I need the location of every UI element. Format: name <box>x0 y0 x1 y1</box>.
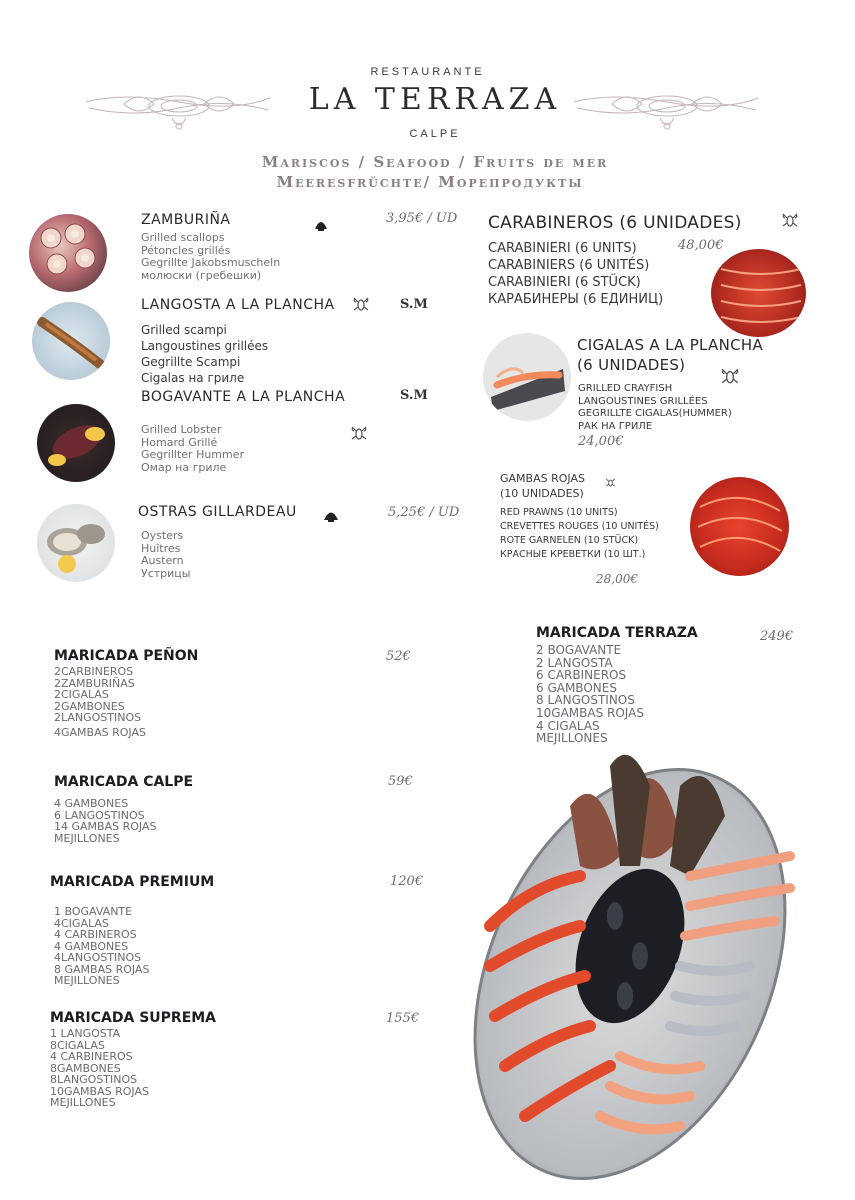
gambas-photo <box>690 477 789 576</box>
desc-line: CARABINIERI (6 UNITS) <box>488 241 637 256</box>
list-line: 8CIGALAS <box>50 1038 105 1052</box>
list-line: MEJILLONES <box>50 1096 116 1109</box>
carabineros-photo <box>711 249 806 337</box>
shell-icon <box>314 216 328 235</box>
scallops-photo <box>29 214 107 292</box>
page-title: LA TERRAZA <box>308 82 562 117</box>
list-line: 10GAMBAS ROJAS <box>536 705 644 720</box>
list-line: 4GAMBAS ROJAS <box>54 725 146 739</box>
list-line: 8GAMBONES <box>50 1061 121 1075</box>
desc-line: Grilled scallops <box>141 231 225 244</box>
mariscada-price-penon: 52€ <box>386 649 411 664</box>
mariscada-list-suprema <box>50 1028 149 1109</box>
desc-line: Gegrillte Scampi <box>141 355 241 369</box>
mariscada-price-premium: 120€ <box>390 874 424 889</box>
mariscada-price-calpe: 59€ <box>388 774 413 789</box>
list-line: 10GAMBAS ROJAS <box>50 1084 149 1098</box>
lobster-icon <box>352 295 370 317</box>
desc-line: Устрицы <box>141 566 191 580</box>
mariscada-name-penon: MARICADA PEÑON <box>54 648 199 664</box>
list-line: 6 CARBINEROS <box>536 668 627 683</box>
lobster-icon <box>605 473 616 492</box>
list-line: 4 CARBINEROS <box>50 1050 133 1063</box>
mariscada-name-premium: MARICADA PREMIUM <box>50 874 215 890</box>
item-desc-cigalas <box>578 383 732 433</box>
mariscada-price-terraza: 249€ <box>760 629 794 644</box>
desc-line: Омар на гриле <box>141 460 227 474</box>
list-line: 4 GAMBONES <box>54 797 129 810</box>
item-price-zamburina: 3,95€ / UD <box>386 211 458 226</box>
desc-line: КАРАБИНЕРЫ (6 ЕДИНИЦ) <box>488 292 664 307</box>
item-name-cigalas-2: (6 UNIDADES) <box>577 356 686 374</box>
item-name-bogavante: BOGAVANTE A LA PLANCHA <box>141 389 346 405</box>
list-line: 1 BOGAVANTE <box>54 905 133 918</box>
item-name-gambas-1: GAMBAS ROJAS <box>500 472 585 485</box>
item-price-langosta: S.M <box>400 297 428 312</box>
desc-line: Austern <box>141 554 184 568</box>
desc-line: Cigalas на гриле <box>141 371 245 385</box>
desc-line: GRILLED CRAYFISH <box>578 383 673 394</box>
list-line: 4CIGALAS <box>54 916 109 930</box>
item-desc-carabineros <box>488 240 663 308</box>
item-name-gambas-2: (10 UNIDADES) <box>500 487 584 500</box>
desc-line: РАК НА ГРИЛЕ <box>578 420 653 432</box>
mariscada-name-suprema: MARICADA SUPREMA <box>50 1010 217 1026</box>
list-line: 4 CARBINEROS <box>54 928 137 941</box>
mariscada-price-suprema: 155€ <box>386 1011 420 1026</box>
desc-line: Grilled scampi <box>141 323 227 337</box>
item-desc-langosta <box>141 322 268 386</box>
cigalas-photo <box>483 333 571 421</box>
desc-line: КРАСНЫЕ КРЕВЕТКИ (10 ШТ.) <box>500 549 646 560</box>
list-line: 4 CIGALAS <box>536 718 600 733</box>
list-line: 8LANGOSTINOS <box>50 1073 138 1086</box>
ornament-left <box>84 88 274 138</box>
list-line: MEJILLONES <box>54 974 120 987</box>
shell-icon <box>323 508 339 527</box>
desc-line: CARABINIERI (6 STÜCK) <box>488 275 641 290</box>
item-name-ostras: OSTRAS GILLARDEAU <box>138 504 297 520</box>
list-line: 2CIGALAS <box>54 688 109 701</box>
desc-line: CARABINIERS (6 UNITÉS) <box>488 258 650 273</box>
item-price-gambas: 28,00€ <box>596 572 638 586</box>
desc-line: ROTE GARNELEN (10 STÜCK) <box>500 535 639 546</box>
mariscada-list-premium <box>54 906 149 987</box>
list-line: 2CARBINEROS <box>54 665 134 678</box>
subtitle-line-2: Meeresfrüchte/ Морепродукты <box>276 173 584 191</box>
subtitle-line-1: Mariscos / Seafood / Fruits de mer <box>261 153 609 171</box>
list-line: 2 BOGAVANTE <box>536 643 622 657</box>
list-line: 2ZAMBURIÑAS <box>54 676 135 690</box>
item-desc-ostras <box>141 530 190 580</box>
restaurant-label: RESTAURANTE <box>370 66 485 78</box>
list-line: MEJILLONES <box>54 831 120 845</box>
scampi-photo <box>32 302 110 380</box>
desc-line: Huîtres <box>141 541 181 555</box>
item-desc-gambas <box>500 506 659 562</box>
mariscada-name-terraza: MARICADA TERRAZA <box>536 625 698 641</box>
item-desc-zamburina <box>141 232 280 282</box>
list-line: MEJILLONES <box>536 731 608 746</box>
desc-line: Homard Grillé <box>141 435 218 449</box>
seafood-platter-photo <box>450 726 810 1196</box>
lobster-icon <box>350 424 368 446</box>
item-name-langosta: LANGOSTA A LA PLANCHA <box>141 297 335 313</box>
list-line: 2LANGOSTINOS <box>54 711 142 724</box>
desc-line: LANGOUSTINES GRILLÉES <box>578 395 708 407</box>
item-name-zamburina: ZAMBURIÑA <box>141 212 231 228</box>
list-line: 2 LANGOSTA <box>536 655 613 670</box>
desc-line: RED PRAWNS (10 UNITS) <box>500 507 618 518</box>
item-desc-bogavante <box>141 424 244 474</box>
oysters-photo <box>37 504 115 582</box>
ornament-right <box>572 88 762 138</box>
desc-line: GEGRILLTE CIGALAS(HUMMER) <box>578 408 732 419</box>
item-price-bogavante: S.M <box>400 388 428 403</box>
list-line: 8 GAMBAS ROJAS <box>54 962 150 976</box>
city-label: CALPE <box>409 128 461 140</box>
list-line: 2GAMBONES <box>54 699 125 713</box>
list-line: 6 GAMBONES <box>536 680 617 695</box>
desc-line: Pétoncles grillés <box>141 243 231 257</box>
list-line: 14 GAMBAS ROJAS <box>54 820 157 833</box>
item-name-carabineros: CARABINEROS (6 UNIDADES) <box>488 213 742 233</box>
desc-line: Langoustines grillées <box>141 339 269 353</box>
list-line: 4LANGOSTINOS <box>54 951 142 964</box>
item-price-cigalas: 24,00€ <box>578 434 624 449</box>
desc-line: Oysters <box>141 529 184 542</box>
desc-line: CREVETTES ROUGES (10 UNITÉS) <box>500 521 659 532</box>
list-line: 1 LANGOSTA <box>50 1027 121 1040</box>
list-line: 8 LANGOSTINOS <box>536 693 635 708</box>
item-price-ostras: 5,25€ / UD <box>388 505 460 520</box>
list-line: 4 GAMBONES <box>54 939 129 953</box>
desc-line: Grilled Lobster <box>141 423 222 436</box>
mariscada-list-calpe <box>54 798 156 844</box>
item-price-carabineros: 48,00€ <box>678 238 724 253</box>
mariscada-list-penon <box>54 666 146 738</box>
desc-line: молюски (гребешки) <box>141 268 262 282</box>
list-line: 6 LANGOSTINOS <box>54 808 145 822</box>
item-name-cigalas-1: CIGALAS A LA PLANCHA <box>577 336 764 354</box>
desc-line: Gegrillter Hummer <box>141 448 245 462</box>
lobster-photo <box>37 404 115 482</box>
desc-line: Gegrillte Jakobsmuscheln <box>141 256 281 270</box>
mariscada-name-calpe: MARICADA CALPE <box>54 774 194 790</box>
lobster-icon <box>781 211 799 233</box>
